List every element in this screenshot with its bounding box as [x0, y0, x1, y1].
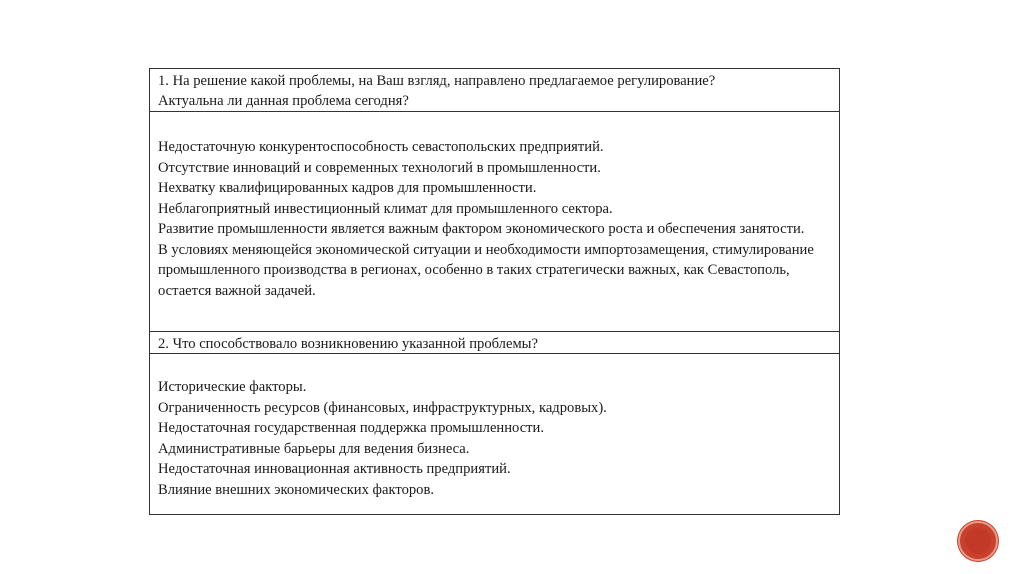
question-2: 2. Что способствовало возникновению указанной проблемы? — [158, 336, 538, 352]
answer-1-item: Отсутствие инноваций и современных технологий в промышленности. — [158, 159, 601, 176]
row-divider — [150, 353, 839, 354]
circle-inner — [965, 528, 991, 554]
answer-1-item: Неблагоприятный инвестиционный климат для промышленного сектора. — [158, 200, 613, 217]
question-table — [149, 68, 840, 515]
answer-2-item: Недостаточная государственная поддержка промышленности. — [158, 420, 545, 436]
slide-decoration-circle-icon — [958, 521, 998, 561]
answer-1-item: Развитие промышленности является важным фактором экономического роста и обеспечения занятости. В условиях меняющейся экономической ситуации и необходимости импортозамещения, стимулирование промышленного производства в регионах, особенно в таких стратегически важных, как Севастополь, остается важной задачей. — [158, 221, 814, 299]
answer-1-item: Нехватку квалифицированных кадров для промышленности. — [158, 180, 537, 196]
answer-1-item: Недостаточную конкурентоспособность севастопольских предприятий. — [158, 139, 604, 155]
answer-2-item: Влияние внешних экономических факторов. — [158, 481, 434, 498]
question-1: 1. На решение какой проблемы, на Ваш взгляд, направлено предлагаемое регулирование? Актуальна ли данная проблема сегодня? — [158, 73, 716, 109]
row-divider — [150, 331, 839, 332]
answer-2-item: Исторические факторы. — [158, 379, 307, 395]
row-divider — [150, 111, 839, 112]
answer-1-list — [158, 137, 817, 301]
answer-2-item: Административные барьеры для ведения бизнеса. — [158, 440, 470, 457]
answer-2-item: Недостаточная инновационная активность предприятий. — [158, 461, 511, 477]
answer-2-item: Ограниченность ресурсов (финансовых, инфраструктурных, кадровых). — [158, 399, 607, 416]
answer-2-list — [158, 377, 817, 500]
